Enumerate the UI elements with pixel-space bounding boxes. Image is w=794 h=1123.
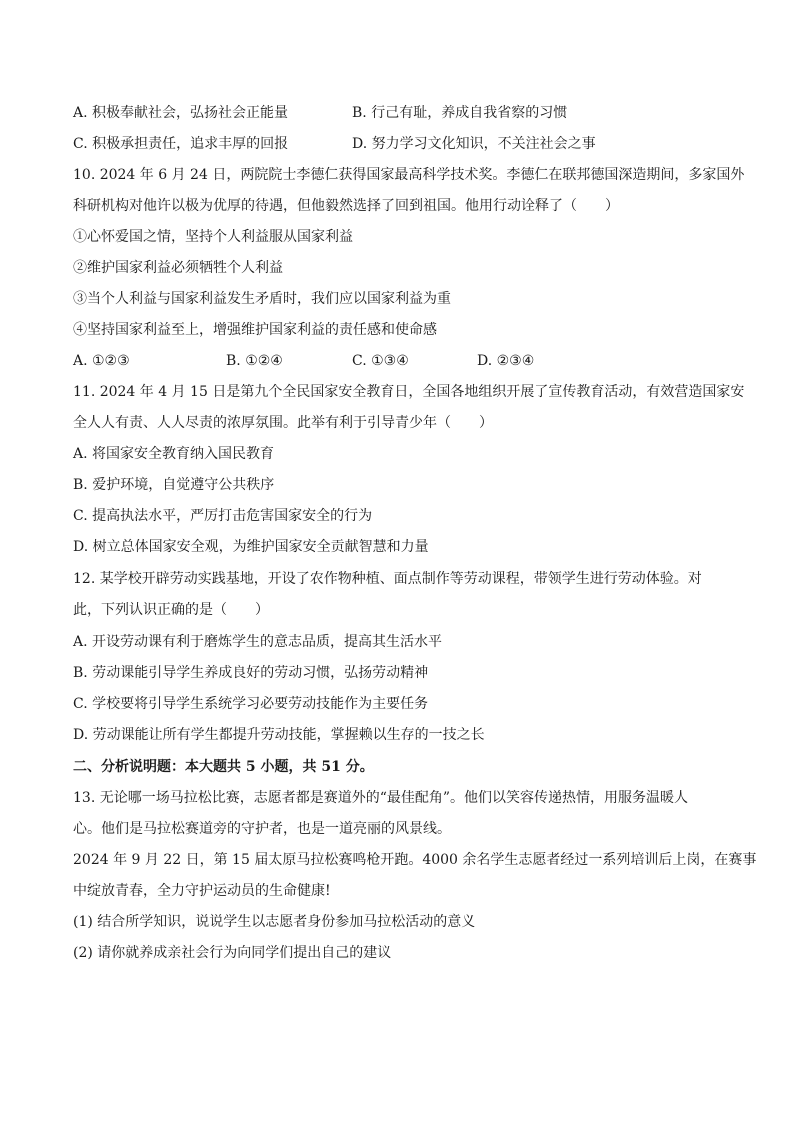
q11-option-b: B. 爱护环境，自觉遵守公共秩序 [73,477,275,493]
q12-stem-line-2: 此，下列认识正确的是（ ） [73,602,269,618]
q9-option-b: B. 行己有耻，养成自我省察的习惯 [352,105,568,121]
q12-option-a: A. 开设劳动课有利于磨炼学生的意志品质，提高其生活水平 [73,634,443,650]
q10-option-a: A. ①②③ [73,353,130,369]
q10-option-d: D. ②③④ [477,353,535,369]
q10-item-2: ②维护国家利益必须牺牲个人利益 [73,260,283,276]
q13-line-3: 2024 年 9 月 22 日，第 15 届太原马拉松赛鸣枪开跑。4000 余名学生志愿者经过一系列培训后上岗，在赛事 [73,852,757,868]
q9-option-d: D. 努力学习文化知识，不关注社会之事 [352,136,596,152]
q11-stem-line-1: 11. 2024 年 4 月 15 日是第九个全民国家安全教育日，全国各地组织开展了宣传教育活动，有效营造国家安 [73,384,745,400]
q10-stem-line-1: 10. 2024 年 6 月 24 日，两院院士李德仁获得国家最高科学技术奖。李德仁在联邦德国深造期间，多家国外 [73,167,745,183]
q12-option-c: C. 学校要将引导学生系统学习必要劳动技能作为主要任务 [73,696,429,712]
q11-option-d: D. 树立总体国家安全观，为维护国家安全贡献智慧和力量 [73,539,429,555]
q10-stem-line-2: 科研机构对他许以极为优厚的待遇，但他毅然选择了回到祖国。他用行动诠释了（ ） [73,198,619,214]
q13-line-4: 中绽放青春，全力守护运动员的生命健康! [73,883,331,899]
q10-item-4: ④坚持国家利益至上，增强维护国家利益的责任感和使命感 [73,322,437,338]
q12-option-d: D. 劳动课能让所有学生都提升劳动技能，掌握赖以生存的一技之长 [73,727,485,743]
q12-stem-line-1: 12. 某学校开辟劳动实践基地，开设了农作物种植、面点制作等劳动课程，带领学生进行劳动体验。对 [73,571,702,587]
q12-option-b: B. 劳动课能引导学生养成良好的劳动习惯，弘扬劳动精神 [73,665,429,681]
q9-option-a: A. 积极奉献社会，弘扬社会正能量 [73,105,289,121]
q13-subquestion-2: (2) 请你就养成亲社会行为向同学们提出自己的建议 [73,945,392,961]
q11-option-a: A. 将国家安全教育纳入国民教育 [73,446,275,462]
q10-option-c: C. ①③④ [352,353,409,369]
q9-option-c: C. 积极承担责任，追求丰厚的回报 [73,136,289,152]
q11-stem-line-2: 全人人有责、人人尽责的浓厚氛围。此举有利于引导青少年（ ） [73,415,493,431]
q10-option-b: B. ①②④ [226,353,283,369]
q10-item-1: ①心怀爱国之情，坚持个人利益服从国家利益 [73,229,353,245]
q13-subquestion-1: (1) 结合所学知识，说说学生以志愿者身份参加马拉松活动的意义 [73,914,476,930]
q11-option-c: C. 提高执法水平，严厉打击危害国家安全的行为 [73,508,373,524]
q13-line-2: 心。他们是马拉松赛道旁的守护者，也是一道亮丽的风景线。 [73,821,451,837]
section-heading: 二、分析说明题：本大题共 5 小题，共 51 分。 [73,759,374,775]
q10-item-3: ③当个人利益与国家利益发生矛盾时，我们应以国家利益为重 [73,291,451,307]
q13-line-1: 13. 无论哪一场马拉松比赛，志愿者都是赛道外的“最佳配角”。他们以笑容传递热情，用服务温暖人 [73,790,689,806]
